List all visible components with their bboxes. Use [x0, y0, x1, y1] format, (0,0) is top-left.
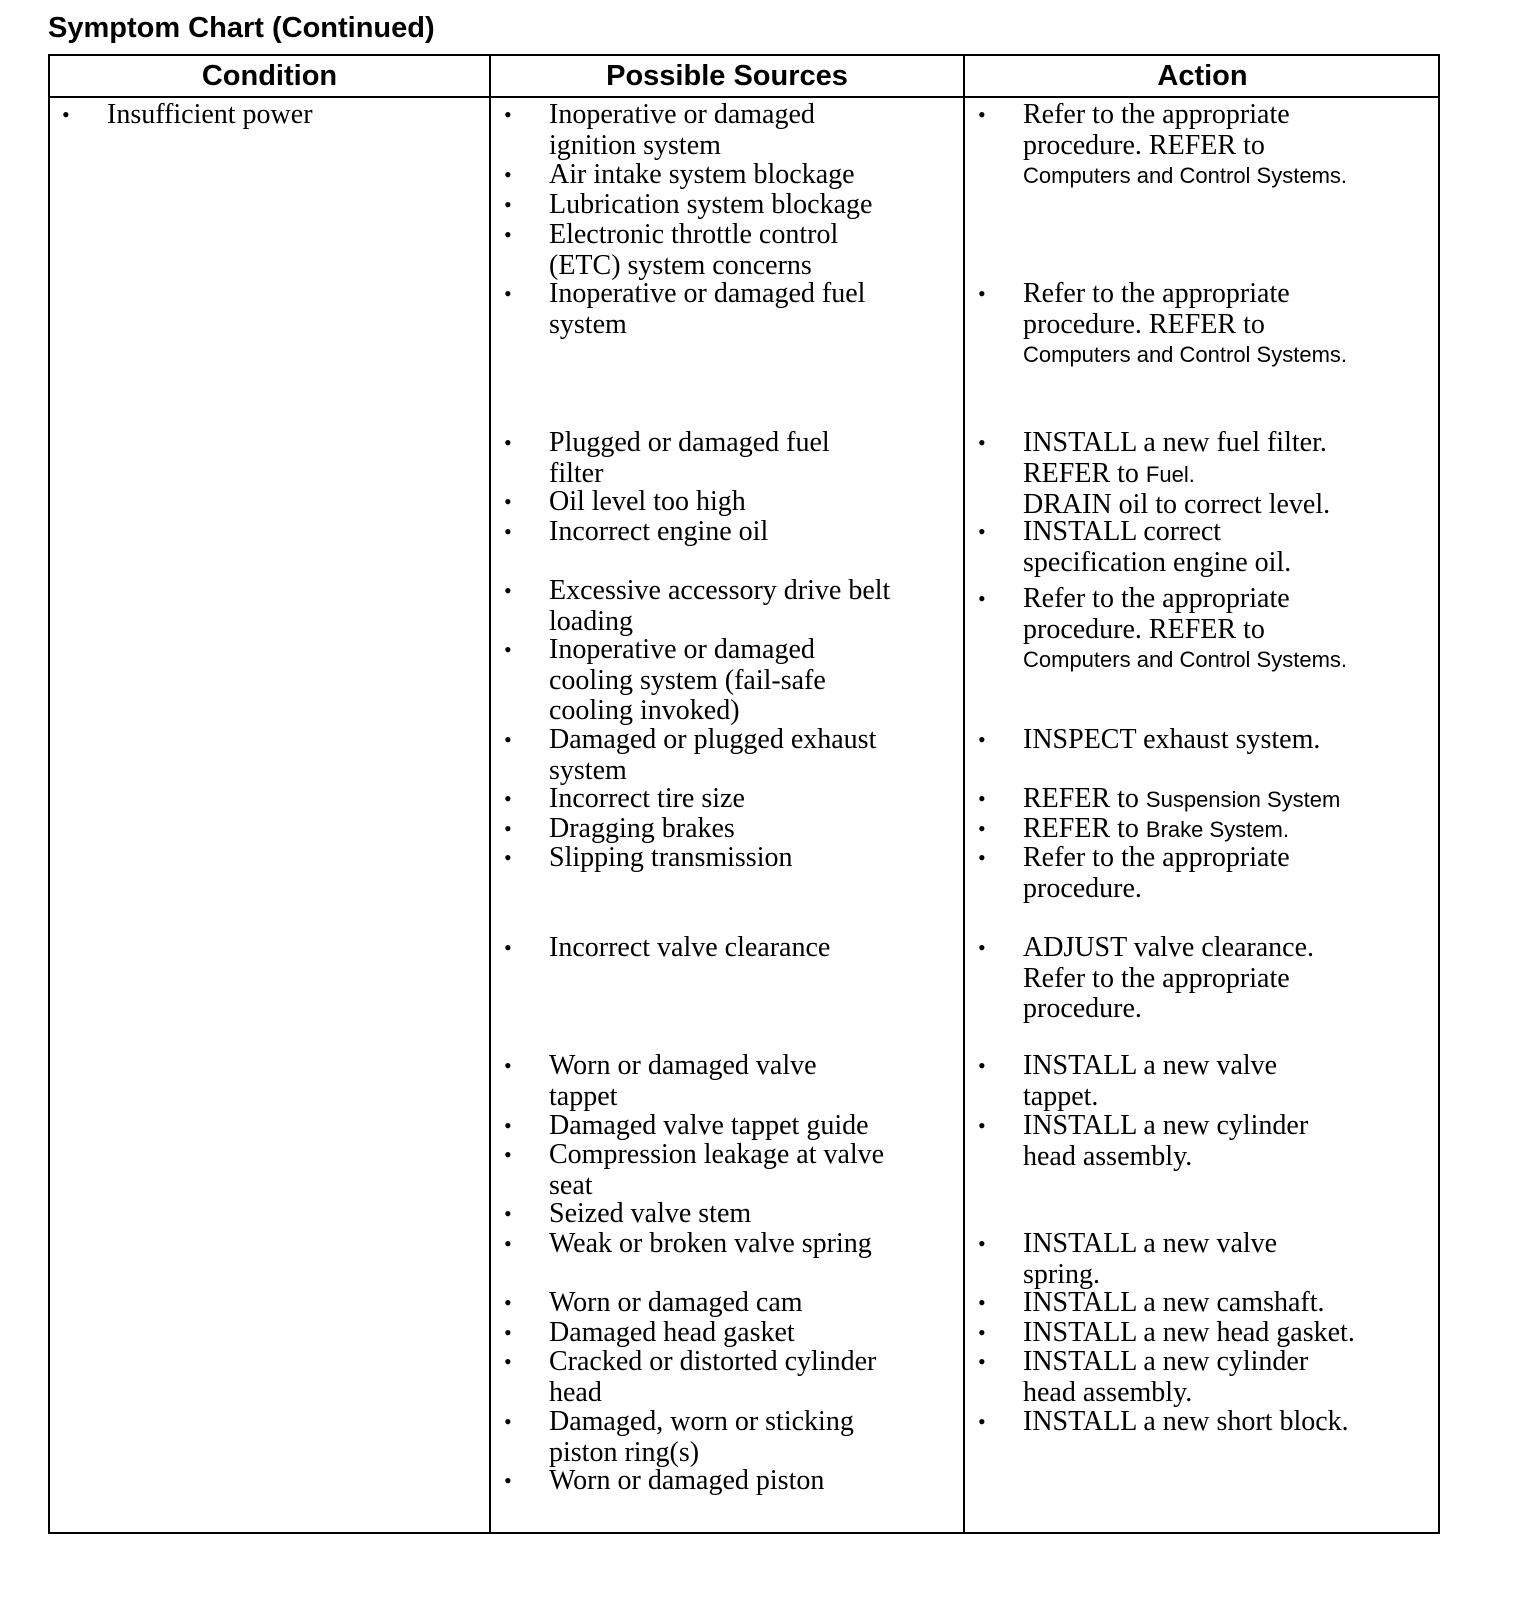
bullet-icon: • [504, 1320, 512, 1345]
bullet-icon: • [504, 1349, 512, 1374]
action-item [978, 1347, 1308, 1408]
action-line: INSTALL a new camshaft. [1023, 1287, 1325, 1318]
source-line: Plugged or damaged fuel [549, 427, 830, 458]
source-item [504, 160, 855, 191]
bullet-icon: • [504, 727, 512, 752]
action-line: INSTALL a new valve [1023, 1228, 1278, 1259]
bullet-icon: • [504, 935, 512, 960]
source-item [504, 220, 838, 281]
action-line: INSTALL a new short block. [1023, 1406, 1349, 1437]
bullet-icon: • [504, 786, 512, 811]
action-line: ADJUST valve clearance. [1023, 932, 1315, 963]
bullet-icon: • [978, 430, 986, 455]
source-line: Damaged, worn or sticking [549, 1406, 854, 1437]
source-line: Oil level too high [549, 486, 746, 517]
bullet-icon: • [504, 1113, 512, 1138]
source-line: Dragging brakes [549, 813, 735, 844]
source-item [504, 1466, 824, 1497]
bullet-icon: • [978, 845, 986, 870]
bullet-icon: • [504, 489, 512, 514]
bullet-icon: • [978, 1290, 986, 1315]
action-item [978, 279, 1347, 371]
action-item [978, 1111, 1308, 1172]
action-reference: Computers and Control Systems. [1023, 342, 1348, 367]
source-item [504, 487, 746, 518]
condition-text: Insufficient power [107, 99, 313, 130]
bullet-icon: • [504, 1053, 512, 1078]
action-item [978, 725, 1320, 756]
source-line: Inoperative or damaged [549, 99, 815, 130]
bullet-icon: • [504, 578, 512, 603]
action-line: INSTALL a new cylinder [1023, 1110, 1309, 1141]
source-line: Worn or damaged piston [549, 1465, 825, 1496]
action-line: REFER to [1023, 457, 1139, 489]
bullet-icon: • [504, 1142, 512, 1167]
action-line: INSPECT exhaust system. [1023, 724, 1321, 755]
action-item [978, 843, 1290, 904]
source-item [504, 1318, 795, 1349]
source-item [504, 517, 768, 548]
action-line: procedure. [1023, 872, 1142, 904]
bullet-icon: • [978, 102, 986, 127]
source-item [504, 843, 792, 874]
bullet-icon: • [978, 1409, 986, 1434]
action-line: tappet. [1023, 1080, 1099, 1112]
bullet-icon: • [504, 162, 512, 187]
action-line: REFER to [1023, 813, 1139, 844]
bullet-icon: • [978, 816, 986, 841]
source-item [504, 1347, 876, 1408]
action-item [978, 1051, 1277, 1112]
action-line: spring. [1023, 1258, 1100, 1290]
bullet-icon: • [504, 1290, 512, 1315]
bullet-icon: • [978, 1231, 986, 1256]
source-item [504, 428, 830, 489]
bullet-icon: • [978, 1349, 986, 1374]
bullet-icon: • [504, 222, 512, 247]
bullet-icon: • [978, 786, 986, 811]
bullet-icon: • [504, 1468, 512, 1493]
source-line: Damaged head gasket [549, 1317, 795, 1348]
action-line: procedure. [1023, 993, 1142, 1024]
source-item [504, 279, 865, 340]
source-line: piston ring(s) [549, 1436, 700, 1468]
source-line: Damaged or plugged exhaust [549, 724, 877, 755]
source-line: system [549, 308, 627, 340]
source-line: Incorrect valve clearance [549, 932, 831, 963]
header-condition: Condition [201, 60, 338, 92]
bullet-icon: • [978, 935, 986, 960]
source-item [504, 1051, 817, 1112]
source-item [504, 1288, 803, 1319]
action-reference: Computers and Control Systems. [1023, 163, 1348, 188]
source-item [504, 1199, 751, 1230]
bullet-icon: • [504, 816, 512, 841]
source-item [504, 1407, 854, 1468]
action-item [978, 100, 1347, 192]
bullet-icon: • [504, 102, 512, 127]
source-line: seat [549, 1169, 593, 1201]
bullet-icon: • [62, 102, 70, 127]
action-item [978, 584, 1347, 676]
bullet-icon: • [978, 281, 986, 306]
action-line: REFER to [1023, 783, 1139, 814]
action-item [978, 933, 1314, 1025]
source-item [504, 814, 735, 845]
action-item [978, 1229, 1277, 1290]
action-line: procedure. REFER to [1023, 129, 1265, 161]
action-line: Refer to the appropriate [1023, 962, 1290, 994]
source-line: ignition system [549, 129, 721, 161]
bullet-icon: • [504, 430, 512, 455]
source-item [504, 1140, 884, 1201]
column-divider [489, 56, 491, 1532]
action-item [978, 1318, 1355, 1349]
action-item [978, 517, 1291, 578]
bullet-icon: • [504, 519, 512, 544]
source-line: loading [549, 605, 633, 637]
header-possible-sources: Possible Sources [606, 60, 848, 92]
source-item [504, 725, 876, 786]
action-item [978, 428, 1330, 521]
source-line: Inoperative or damaged [549, 634, 815, 665]
source-item [504, 1111, 869, 1142]
bullet-icon: • [978, 586, 986, 611]
bullet-icon: • [978, 1113, 986, 1138]
action-item [978, 1407, 1349, 1438]
bullet-icon: • [978, 1053, 986, 1078]
source-line: cooling invoked) [549, 695, 740, 726]
column-divider [963, 56, 965, 1532]
source-line: Electronic throttle control [549, 219, 839, 250]
action-line: specification engine oil. [1023, 546, 1292, 578]
source-line: Inoperative or damaged fuel [549, 278, 866, 309]
source-line: Seized valve stem [549, 1198, 752, 1229]
action-line: Refer to the appropriate [1023, 583, 1290, 614]
source-line: Damaged valve tappet guide [549, 1110, 869, 1141]
action-item [978, 784, 1340, 816]
bullet-icon: • [504, 1201, 512, 1226]
action-reference: Computers and Control Systems. [1023, 647, 1348, 672]
bullet-icon: • [978, 727, 986, 752]
action-item [978, 1288, 1325, 1319]
action-line: Refer to the appropriate [1023, 99, 1290, 130]
source-line: Weak or broken valve spring [549, 1228, 872, 1259]
header-divider [50, 96, 1438, 98]
source-line: Air intake system blockage [549, 159, 855, 190]
action-line: head assembly. [1023, 1376, 1193, 1408]
bullet-icon: • [978, 1320, 986, 1345]
bullet-icon: • [504, 1409, 512, 1434]
source-line: Worn or damaged cam [549, 1287, 803, 1318]
action-line: procedure. REFER to [1023, 308, 1265, 340]
source-line: filter [549, 457, 604, 489]
action-reference: Suspension System [1145, 787, 1341, 812]
source-line: tappet [549, 1080, 618, 1112]
bullet-icon: • [504, 192, 512, 217]
source-item [504, 576, 890, 637]
page-title: Symptom Chart (Continued) [48, 12, 435, 44]
action-line: INSTALL a new valve [1023, 1050, 1278, 1081]
action-reference: Brake System. [1145, 817, 1289, 842]
action-item [978, 814, 1289, 846]
action-reference: Fuel. [1145, 461, 1195, 487]
source-item [504, 635, 826, 727]
source-line: Compression leakage at valve [549, 1139, 885, 1170]
source-item [504, 1229, 872, 1260]
action-line: INSTALL a new fuel filter. [1023, 427, 1327, 458]
action-line: DRAIN oil to correct level. [1023, 489, 1331, 520]
source-item [504, 100, 815, 161]
source-line: Lubrication system blockage [549, 189, 873, 220]
condition-item [62, 100, 313, 131]
action-line: INSTALL correct [1023, 516, 1222, 547]
action-line: procedure. REFER to [1023, 613, 1265, 645]
source-line: cooling system (fail-safe [549, 664, 826, 696]
action-line: Refer to the appropriate [1023, 842, 1290, 873]
source-item [504, 784, 745, 815]
source-line: Cracked or distorted cylinder [549, 1346, 877, 1377]
source-item [504, 190, 872, 221]
bullet-icon: • [504, 1231, 512, 1256]
source-line: Incorrect tire size [549, 783, 745, 814]
bullet-icon: • [504, 637, 512, 662]
source-line: (ETC) system concerns [549, 249, 812, 281]
source-line: Worn or damaged valve [549, 1050, 817, 1081]
source-line: system [549, 754, 627, 786]
source-line: Slipping transmission [549, 842, 793, 873]
header-action: Action [1157, 60, 1248, 92]
action-line: INSTALL a new cylinder [1023, 1346, 1309, 1377]
bullet-icon: • [978, 519, 986, 544]
action-line: Refer to the appropriate [1023, 278, 1290, 309]
source-line: Excessive accessory drive belt [549, 575, 891, 606]
action-line: head assembly. [1023, 1140, 1193, 1172]
bullet-icon: • [504, 845, 512, 870]
source-item [504, 933, 830, 964]
action-line: INSTALL a new head gasket. [1023, 1317, 1355, 1348]
bullet-icon: • [504, 281, 512, 306]
source-line: Incorrect engine oil [549, 516, 769, 547]
source-line: head [549, 1376, 602, 1408]
